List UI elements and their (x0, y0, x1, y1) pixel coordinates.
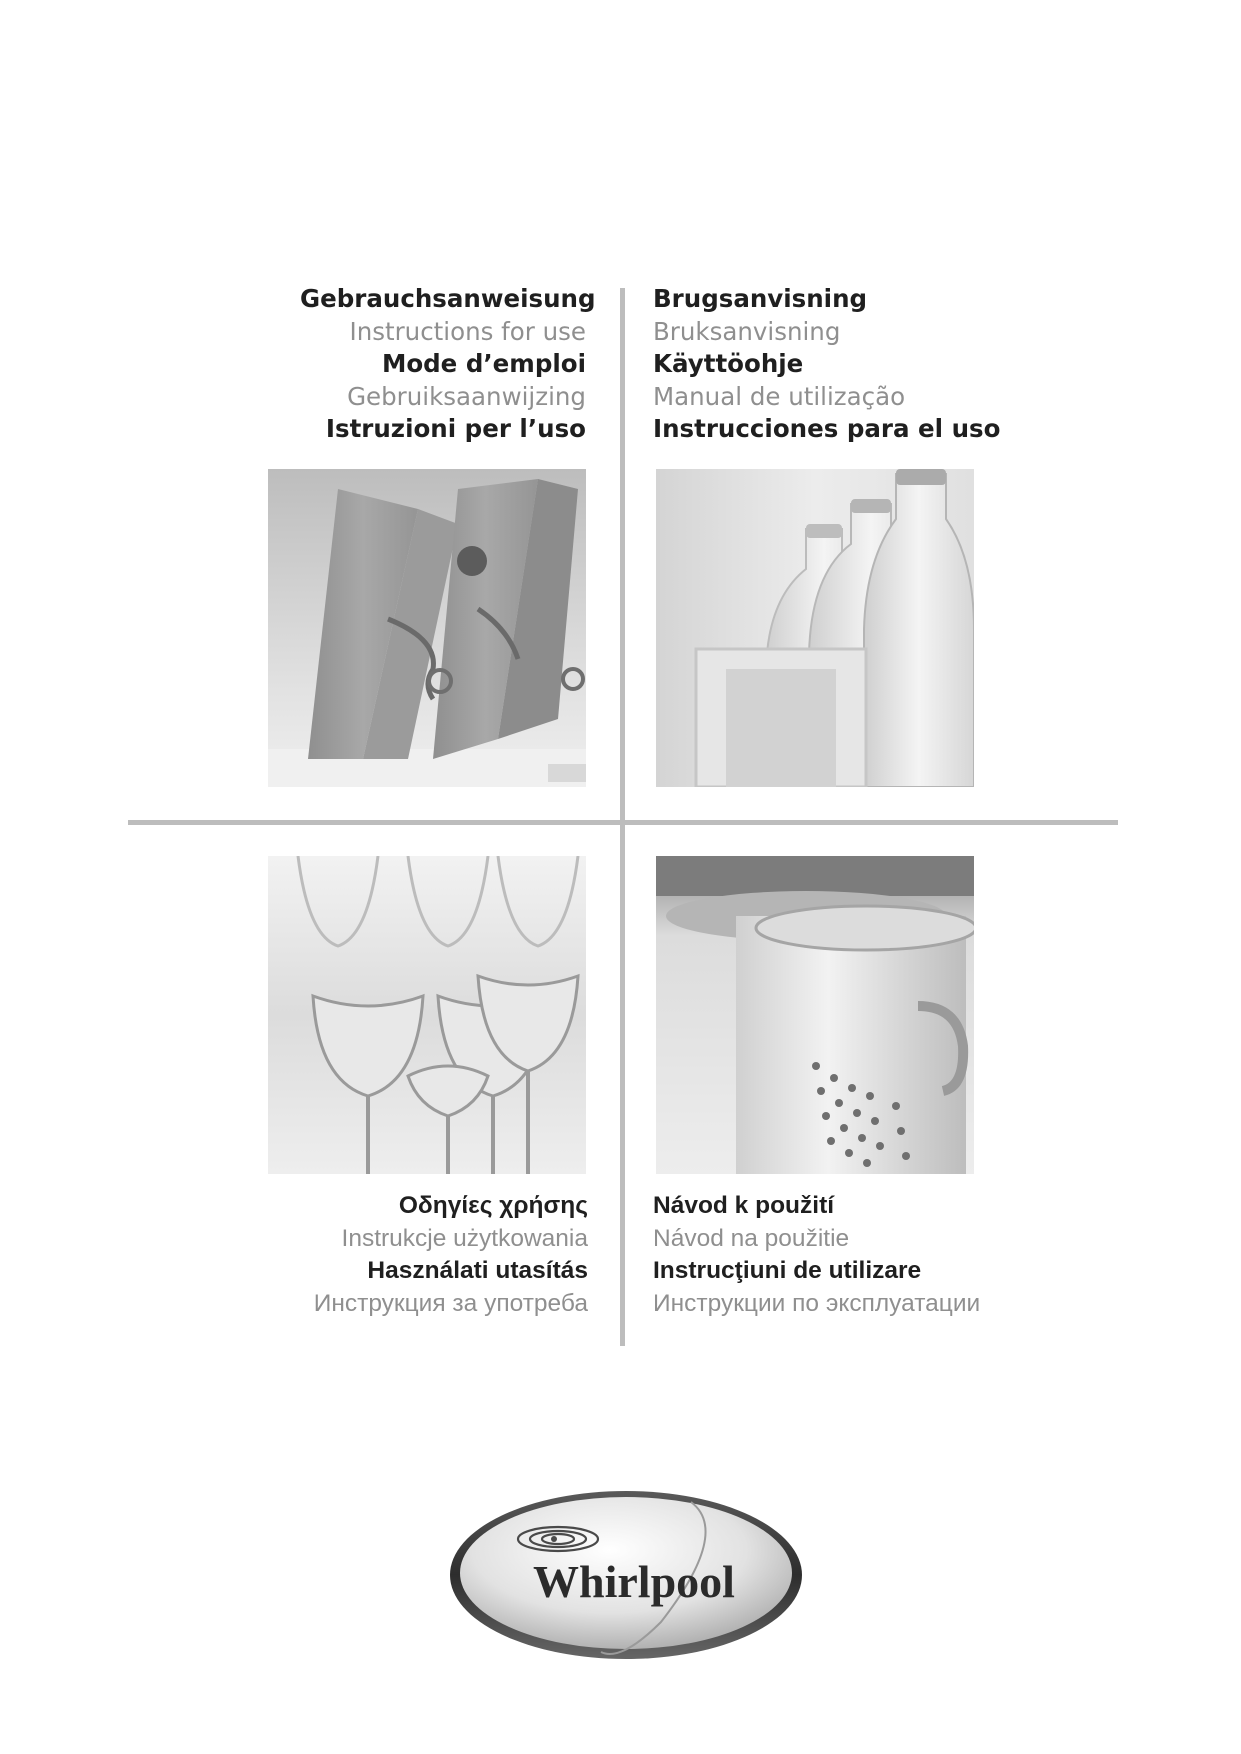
vertical-divider (620, 288, 625, 1346)
clothespins-photo (268, 469, 586, 787)
title-it: Istruzioni per l’uso (325, 414, 586, 443)
title-de: Gebrauchsanweisung (300, 284, 596, 313)
title-fi: Käyttöohje (653, 349, 804, 378)
title-no-sv: Bruksanvisning (653, 316, 841, 346)
wine-glasses-photo (268, 856, 586, 1174)
title-el: Οδηγίες χρήσης (398, 1192, 588, 1219)
title-sk: Návod na použitie (653, 1224, 850, 1252)
title-da: Brugsanvisning (653, 284, 868, 313)
colander-pot-photo (656, 856, 974, 1174)
title-ro: Instrucţiuni de utilizare (653, 1257, 922, 1284)
brand-name: Whirlpool (533, 1556, 735, 1607)
title-en: Instructions for use (349, 316, 586, 346)
horizontal-divider (128, 820, 1118, 825)
titles-top-left (300, 283, 596, 446)
title-pt: Manual de utilização (653, 381, 906, 411)
title-es: Instrucciones para el uso (653, 414, 1001, 443)
title-fr: Mode d’emploi (381, 349, 586, 378)
milk-bottles-photo (656, 469, 974, 787)
title-nl: Gebruiksaanwijzing (347, 381, 586, 411)
title-cs: Návod k použití (653, 1192, 835, 1219)
title-hu: Használati utasítás (367, 1257, 588, 1284)
title-ru: Инструкции по эксплуатации (653, 1289, 981, 1317)
whirlpool-logo (446, 1487, 806, 1662)
title-bg: Инструкция за употреба (313, 1289, 588, 1317)
titles-bottom-left (270, 1190, 588, 1320)
titles-bottom-right (653, 1190, 980, 1320)
titles-top-right (653, 283, 1000, 446)
title-pl: Instrukcje użytkowania (341, 1224, 588, 1252)
